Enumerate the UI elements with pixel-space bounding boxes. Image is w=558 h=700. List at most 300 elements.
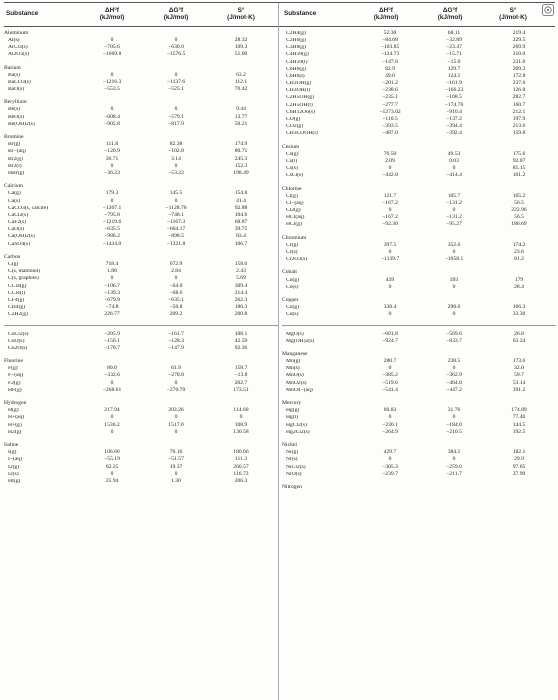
delta-g-value: −259.0 <box>446 463 462 470</box>
dg-unit: (kJ/mol) <box>163 14 189 21</box>
info-icon[interactable] <box>542 4 554 16</box>
delta-g-value: −128.3 <box>168 337 184 344</box>
delta-h-value: 0 <box>388 311 392 318</box>
delta-g-value: 209.2 <box>169 311 183 318</box>
entropy-value: 33.30 <box>512 311 526 318</box>
substance-group <box>282 144 556 180</box>
substance-name: CsCl(s) <box>286 173 304 179</box>
delta-h-value: 121.7 <box>383 192 397 199</box>
dg-label: ΔG°f <box>168 6 184 14</box>
substance-name: Be(OH)2(s) <box>8 121 35 127</box>
substance-name: C(s, diamond) <box>8 269 41 275</box>
group-title: Barium <box>4 64 21 71</box>
delta-g-value: 124.5 <box>447 72 461 79</box>
group-title: Calcium <box>4 183 23 190</box>
delta-g-value: −833.7 <box>446 337 462 344</box>
delta-h-value: −264.9 <box>382 428 398 435</box>
delta-h-value: −110.5 <box>382 116 398 123</box>
delta-h-value: −608.4 <box>104 113 120 120</box>
group-title: Bromine <box>4 134 24 141</box>
delta-h-value: 80.0 <box>107 365 117 372</box>
table-row <box>282 131 556 138</box>
group-title: Hydrogen <box>4 400 27 407</box>
substance-name: Cs(g) <box>286 151 299 157</box>
table-row <box>4 429 278 436</box>
substance-group <box>282 30 556 138</box>
substance-name: CF4(g) <box>8 297 25 303</box>
delta-h-value: −393.5 <box>382 123 398 130</box>
substance-name: H(g) <box>8 408 19 414</box>
substance-name: Mn(s) <box>286 366 300 372</box>
substance-name: F−(aq) <box>8 373 24 379</box>
delta-g-value: 0 <box>452 365 456 372</box>
delta-g-value: −23.47 <box>446 44 462 51</box>
delta-h-value: −1207.1 <box>102 204 122 211</box>
substance-name: C6H12O6(s) <box>286 109 315 115</box>
delta-h-value: 226.77 <box>104 311 120 318</box>
delta-g-value: −525.1 <box>168 86 184 93</box>
col-header-substance-right <box>284 3 354 25</box>
delta-g-value: −131.2 <box>446 199 462 206</box>
substance-name: Mg(OH)2(s) <box>286 338 315 344</box>
delta-h-value: −74.8 <box>105 304 119 311</box>
entropy-value: 213.6 <box>512 123 526 130</box>
entropy-value: 28.32 <box>234 36 248 43</box>
entropy-value: 282.7 <box>512 94 526 101</box>
group-title: Chlorine <box>282 185 302 192</box>
s-unit: (J/mol·K) <box>227 14 255 21</box>
substance-group <box>4 254 278 319</box>
delta-g-value: −15.71 <box>446 51 462 58</box>
delta-g-value: 0 <box>174 197 178 204</box>
substance-name: C6H6(l) <box>286 73 305 79</box>
substance-name: Be(s) <box>8 107 21 113</box>
delta-g-value: 0 <box>174 162 178 169</box>
delta-h-value: 52.30 <box>383 29 397 36</box>
substance-name: CaCl2(s) <box>8 212 29 218</box>
col-header-s-left <box>208 3 274 25</box>
substance-name: Br2(l) <box>8 163 22 169</box>
delta-h-value: 0 <box>110 71 114 78</box>
delta-h-value: −205.9 <box>104 330 120 337</box>
substance-name: C2H2(g) <box>8 312 28 318</box>
delta-g-value: −635.1 <box>168 296 184 303</box>
entropy-value: 106.7 <box>234 240 248 247</box>
entropy-value: 28.4 <box>514 283 524 290</box>
delta-h-value: −106.7 <box>104 282 120 289</box>
delta-h-value: 0 <box>110 197 114 204</box>
substance-name: Co(s) <box>286 284 299 290</box>
delta-h-value: −167.2 <box>382 199 398 206</box>
substance-name: Co(g) <box>286 277 300 283</box>
substance-name: C(s, graphite) <box>8 276 39 282</box>
entropy-value: 92.88 <box>234 204 248 211</box>
delta-g-value: 0 <box>174 275 178 282</box>
entropy-value: 56.5 <box>514 214 524 221</box>
table-row <box>282 422 556 429</box>
substance-name: C3H8(g) <box>286 45 306 51</box>
delta-g-value: 3.14 <box>171 155 181 162</box>
substance-name: MnO(s) <box>286 373 304 379</box>
substance-name: C6H6(g) <box>286 66 306 72</box>
substance-name: MgO(s) <box>286 331 304 337</box>
substance-name: CH3OH(g) <box>286 81 312 87</box>
delta-g-value: 672.9 <box>169 261 183 268</box>
delta-h-value: 0 <box>388 165 392 172</box>
entropy-value: 260.57 <box>233 463 249 470</box>
substance-name: C2H5OH(g) <box>286 95 314 101</box>
delta-h-value: −795.8 <box>104 211 120 218</box>
delta-g-value: 0 <box>452 165 456 172</box>
group-title: Manganese <box>282 350 308 357</box>
entropy-value: 116.73 <box>233 470 249 477</box>
delta-g-value: −1576.5 <box>166 51 186 58</box>
delta-h-value: 0 <box>110 106 114 113</box>
s-label: S° <box>237 6 245 14</box>
table-row <box>282 373 556 380</box>
substance-name: BaCO3(s) <box>8 79 31 85</box>
delta-g-value: −414.4 <box>446 172 462 179</box>
group-title: Nickel <box>282 441 297 448</box>
group-title: Cesium <box>282 143 300 150</box>
entropy-value: 83.4 <box>236 233 246 240</box>
delta-h-value: −147.6 <box>382 58 398 65</box>
table-row <box>282 95 556 102</box>
table-row <box>4 407 278 414</box>
table-row <box>282 387 556 394</box>
entropy-value: 130.58 <box>233 428 249 435</box>
delta-h-value: −167.2 <box>382 214 398 221</box>
table-row <box>282 457 556 464</box>
delta-g-value: 1.30 <box>171 477 181 484</box>
delta-g-value: −604.17 <box>166 226 186 233</box>
dh-label: ΔH°f <box>105 6 119 14</box>
delta-g-value: 0 <box>174 106 178 113</box>
entropy-value: 174.2 <box>512 241 526 248</box>
delta-h-value: 338.4 <box>383 304 397 311</box>
table-row <box>4 276 278 283</box>
delta-g-value: 145.5 <box>169 190 183 197</box>
delta-h-value: 0 <box>388 414 392 421</box>
delta-h-value: 0 <box>110 470 114 477</box>
table-row <box>282 471 556 478</box>
substance-name: HBr(g) <box>8 170 25 176</box>
entropy-value: 160.7 <box>512 101 526 108</box>
table-row <box>4 234 278 241</box>
table-row <box>282 338 556 345</box>
substance-name: CH4(g) <box>8 305 26 311</box>
entropy-value: 81.2 <box>514 256 524 263</box>
entropy-value: 186.3 <box>234 304 248 311</box>
substance-group <box>4 65 278 94</box>
substance-name: NiO(s) <box>286 471 302 477</box>
delta-h-value: 106.60 <box>104 449 120 456</box>
delta-g-value: 0 <box>452 414 456 421</box>
group-title: Mercury <box>282 400 302 407</box>
substance-name: H+(g) <box>8 422 22 428</box>
entropy-value: 222.96 <box>511 207 527 214</box>
section-divider <box>282 325 556 326</box>
entropy-value: 159.8 <box>512 130 526 137</box>
entropy-value: 56.5 <box>514 199 524 206</box>
table-row <box>4 373 278 380</box>
s-label: S° <box>509 6 517 14</box>
substance-name: Cl−(aq) <box>286 200 304 206</box>
delta-g-value: −161.7 <box>168 330 184 337</box>
entropy-value: 206.3 <box>234 477 248 484</box>
entropy-value: 269.9 <box>512 44 526 51</box>
delta-h-value: −905.8 <box>104 120 120 127</box>
delta-g-value: 384.5 <box>447 449 461 456</box>
entropy-value: 32.0 <box>514 365 524 372</box>
col-header-dg-left <box>144 3 208 25</box>
entropy-value: 109.3 <box>234 44 248 51</box>
table-row <box>4 191 278 198</box>
delta-h-value: 397.5 <box>383 241 397 248</box>
substance-name: Ba(s) <box>8 72 21 78</box>
left-column <box>4 30 278 491</box>
substance-name: Ca(OH)2(s) <box>8 234 35 240</box>
dg-unit: (kJ/mol) <box>437 14 463 21</box>
substance-name: Ca(g) <box>8 191 21 197</box>
entropy-value: 144.5 <box>512 421 526 428</box>
substance-name: Ni(g) <box>286 450 299 456</box>
entropy-value: 175.6 <box>512 150 526 157</box>
delta-h-value: −1669.8 <box>102 51 122 58</box>
entropy-value: 80.71 <box>234 148 248 155</box>
delta-h-value: −235.1 <box>382 94 398 101</box>
entropy-value: 0 <box>239 414 243 421</box>
substance-name: Hg(l) <box>286 415 299 421</box>
substance-name: CaO(s) <box>8 227 25 233</box>
entropy-value: 165.2 <box>512 192 526 199</box>
table-row <box>4 380 278 387</box>
delta-g-value: 352.6 <box>447 241 461 248</box>
delta-h-value: −1216.3 <box>102 78 122 85</box>
delta-h-value: 429.7 <box>383 449 397 456</box>
entropy-value: 101.2 <box>512 172 526 179</box>
entropy-value: 158.0 <box>234 261 248 268</box>
delta-g-value: −1137.6 <box>166 78 186 85</box>
delta-g-value: 0.03 <box>449 157 459 164</box>
delta-g-value: 0 <box>174 428 178 435</box>
substance-name: Br−(aq) <box>8 149 26 155</box>
table-row <box>282 284 556 291</box>
substance-name: C2H6(g) <box>286 37 306 43</box>
delta-h-value: −84.68 <box>382 36 398 43</box>
delta-g-value: −64.0 <box>169 282 183 289</box>
table-row <box>4 52 278 59</box>
entropy-value: 42.59 <box>234 337 248 344</box>
substance-group <box>4 400 278 436</box>
delta-g-value: −392.4 <box>446 130 462 137</box>
delta-g-value: −147.9 <box>168 344 184 351</box>
delta-g-value: −32.89 <box>446 36 462 43</box>
table-row <box>282 464 556 471</box>
table-row <box>282 312 556 319</box>
delta-h-value: −92.30 <box>382 221 398 228</box>
delta-g-value: −1058.1 <box>444 256 464 263</box>
delta-g-value: 49.53 <box>447 150 461 157</box>
delta-g-value: −579.1 <box>168 113 184 120</box>
substance-name: CCl4(l) <box>8 290 26 296</box>
table-row <box>282 277 556 284</box>
substance-group <box>4 325 278 353</box>
substance-name: H+(aq) <box>8 415 25 421</box>
delta-h-value: 280.7 <box>383 358 397 365</box>
table-row <box>4 345 278 352</box>
delta-g-value: 0 <box>174 470 178 477</box>
delta-h-value: 0 <box>388 249 392 256</box>
substance-name: Ca(s) <box>8 198 21 204</box>
substance-name: CaF2(s) <box>8 220 27 226</box>
delta-h-value: 25.94 <box>105 477 119 484</box>
entropy-value: 197.9 <box>512 116 526 123</box>
delta-h-value: −170.7 <box>104 344 120 351</box>
delta-h-value: −268.61 <box>102 386 122 393</box>
substance-name: Cu(g) <box>286 305 300 311</box>
table-top-rule <box>4 2 555 3</box>
entropy-value: 212.1 <box>512 108 526 115</box>
delta-h-value: −705.6 <box>104 44 120 51</box>
entropy-value: 2.43 <box>236 268 246 275</box>
table-row <box>4 107 278 114</box>
delta-h-value: −332.6 <box>104 372 120 379</box>
table-row <box>282 429 556 436</box>
substance-name: Cr(g) <box>286 242 299 248</box>
entropy-value: 126.8 <box>512 87 526 94</box>
entropy-value: 114.60 <box>233 407 249 414</box>
entropy-value: 85.15 <box>512 165 526 172</box>
table-row <box>4 331 278 338</box>
entropy-value: 68.87 <box>234 219 248 226</box>
substance-name: CaSO4(s) <box>8 241 31 247</box>
entropy-value: 179 <box>514 276 524 283</box>
entropy-value: 29.9 <box>514 456 524 463</box>
entropy-value: 92.36 <box>234 344 248 351</box>
substance-group <box>4 134 278 177</box>
substance-name: Br(g) <box>8 142 21 148</box>
delta-g-value: −910.4 <box>446 108 462 115</box>
delta-h-value: −1219.6 <box>102 219 122 226</box>
delta-g-value: −137.2 <box>446 116 462 123</box>
substance-name: C(g) <box>8 262 19 268</box>
entropy-value: 173.51 <box>233 386 249 393</box>
substance-group <box>282 235 556 264</box>
group-title: Cobalt <box>282 269 297 276</box>
substance-name: BeO(s) <box>8 114 25 120</box>
entropy-value: 237.6 <box>512 80 526 87</box>
delta-g-value: 2.84 <box>171 268 181 275</box>
delta-h-value: −238.6 <box>382 87 398 94</box>
group-title: Carbon <box>4 253 21 260</box>
substance-group <box>4 30 278 59</box>
substance-name: I−(aq) <box>8 457 23 463</box>
substance-name: CCl4(g) <box>8 283 27 289</box>
delta-h-value: 0 <box>388 283 392 290</box>
entropy-value: 174.9 <box>234 141 248 148</box>
entropy-value: 154.8 <box>234 190 248 197</box>
group-title: Nitrogen <box>282 483 302 490</box>
substance-name: NiCl2(s) <box>286 464 306 470</box>
delta-g-value: −394.4 <box>446 123 462 130</box>
delta-h-value: −201.2 <box>382 80 398 87</box>
entropy-value: 191.2 <box>512 386 526 393</box>
substance-name: I(g) <box>8 450 17 456</box>
delta-h-value: −1434.0 <box>102 240 122 247</box>
delta-h-value: 2.09 <box>385 157 395 164</box>
delta-h-value: −986.2 <box>104 233 120 240</box>
entropy-value: 63.24 <box>512 337 526 344</box>
entropy-value: 310.0 <box>512 51 526 58</box>
substance-name: CuCl2(s) <box>8 331 29 337</box>
substance-name: C4H10(g) <box>286 52 309 58</box>
delta-h-value: −601.8 <box>382 330 398 337</box>
entropy-value: 192.5 <box>512 428 526 435</box>
delta-g-value: −898.5 <box>168 233 184 240</box>
substance-name: Al2O3(s) <box>8 52 30 58</box>
delta-g-value: 82.38 <box>169 141 183 148</box>
table-row <box>282 380 556 387</box>
dg-label: ΔG°f <box>442 6 458 14</box>
substance-name: Cu(s) <box>286 312 299 318</box>
delta-h-value: 0 <box>388 365 392 372</box>
delta-g-value: −166.23 <box>444 87 464 94</box>
delta-h-value: 0 <box>110 379 114 386</box>
substance-name: HgCl2(s) <box>286 422 307 428</box>
substance-name: Al(s) <box>8 37 20 43</box>
delta-g-value: −53.22 <box>168 169 184 176</box>
table-row <box>4 387 278 394</box>
substance-name: CaCO3(s, calcite) <box>8 205 49 211</box>
delta-h-value: −635.5 <box>104 226 120 233</box>
delta-h-value: 76.50 <box>383 150 397 157</box>
delta-g-value: −161.9 <box>446 80 462 87</box>
entropy-value: 53.14 <box>512 379 526 386</box>
substance-name: I2(g) <box>8 464 20 470</box>
section-divider <box>4 325 278 326</box>
entropy-value: 108.9 <box>234 421 248 428</box>
delta-h-value: −156.1 <box>104 337 120 344</box>
entropy-value: 77.40 <box>512 414 526 421</box>
entropy-value: 174.89 <box>511 407 527 414</box>
entropy-value: 23.6 <box>514 249 524 256</box>
col-header-dh-right <box>354 3 418 25</box>
delta-h-value: 1.88 <box>107 268 117 275</box>
table-row <box>4 156 278 163</box>
entropy-value: 9.44 <box>236 106 246 113</box>
delta-g-value: −569.6 <box>446 330 462 337</box>
substance-label: Substance <box>6 10 39 18</box>
group-title: Beryllium <box>4 99 27 106</box>
substance-group <box>282 442 556 478</box>
delta-g-value: 298.6 <box>447 304 461 311</box>
substance-name: Ni(s) <box>286 457 298 463</box>
table-row <box>4 422 278 429</box>
table-row <box>4 121 278 128</box>
substance-name: Cl(g) <box>286 193 298 199</box>
delta-g-value: −278.8 <box>168 372 184 379</box>
group-title: Copper <box>282 296 299 303</box>
delta-h-value: −519.6 <box>382 379 398 386</box>
entropy-value: 111.3 <box>234 456 248 463</box>
entropy-value: 59.7 <box>514 372 524 379</box>
entropy-value: 219.4 <box>512 29 526 36</box>
table-row <box>282 222 556 229</box>
substance-name: Br2(g) <box>8 156 23 162</box>
table-row <box>4 464 278 471</box>
delta-g-value: −464.8 <box>446 379 462 386</box>
